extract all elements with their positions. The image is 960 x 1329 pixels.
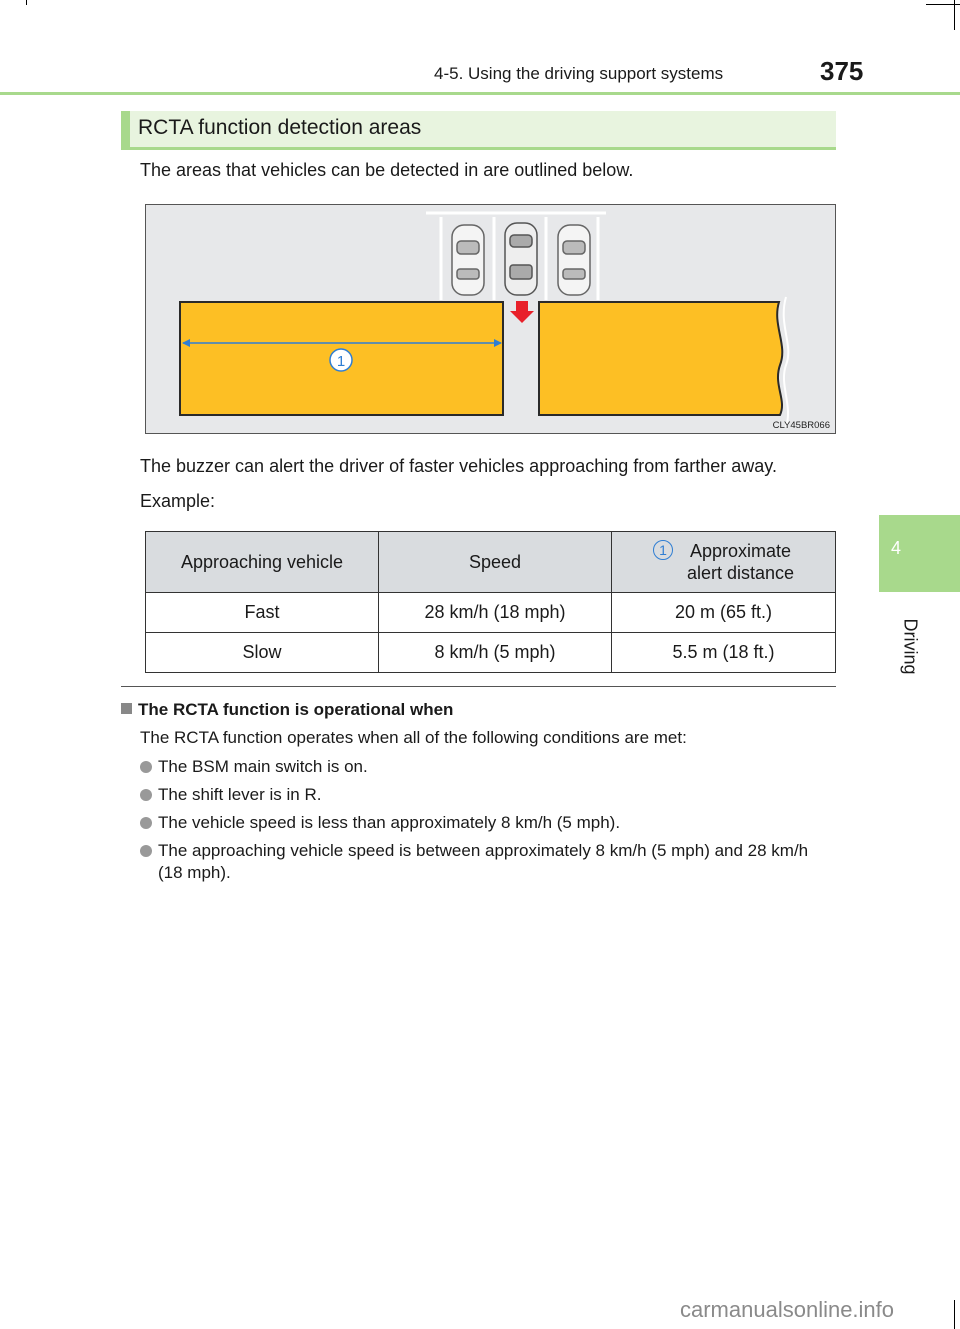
header-rule — [0, 92, 960, 95]
square-bullet-icon — [121, 703, 132, 714]
conditions-heading — [121, 700, 453, 720]
section-title: RCTA function detection areas — [138, 116, 422, 139]
table-cell: Slow — [146, 633, 379, 673]
detection-area-figure — [145, 204, 836, 434]
alert-distance-table — [145, 531, 836, 673]
conditions-intro: The RCTA function operates when all of the following conditions are met: — [140, 728, 687, 747]
detection-area-illustration — [146, 205, 835, 433]
list-item — [140, 812, 837, 834]
parked-car-left — [452, 225, 484, 295]
bullet-dot-icon — [140, 789, 152, 801]
list-item — [140, 840, 837, 884]
crop-mark — [954, 0, 955, 30]
table-header-speed: Speed — [379, 532, 612, 593]
conditions-heading-text: The RCTA function is operational when — [138, 700, 454, 719]
running-header: 4-5. Using the driving support systems — [434, 64, 724, 83]
chapter-tab-label: Driving — [900, 618, 921, 675]
figure-code: CLY45BR066 — [772, 420, 830, 431]
table-cell: 5.5 m (18 ft.) — [612, 633, 836, 673]
table-header-distance-line1: Approximate — [689, 541, 792, 561]
chapter-tab-number: 4 — [891, 538, 902, 558]
table-header-distance — [612, 532, 836, 593]
bullet-dot-icon — [140, 761, 152, 773]
table-row — [146, 633, 836, 673]
right-detection-zone — [539, 302, 782, 415]
list-item-text: The vehicle speed is less than approximately 8 km/h (5 mph). — [158, 813, 621, 832]
table-header-distance-line2: alert distance — [686, 563, 795, 583]
list-item — [140, 756, 837, 778]
table-header-row — [146, 532, 836, 593]
parked-car-right — [558, 225, 590, 295]
watermark: carmanualsonline.info — [680, 1297, 895, 1322]
page-number: 375 — [820, 56, 864, 86]
table-cell: 28 km/h (18 mph) — [379, 593, 612, 633]
table-header-vehicle: Approaching vehicle — [146, 532, 379, 593]
table-cell: 8 km/h (5 mph) — [379, 633, 612, 673]
table-cell: 20 m (65 ft.) — [612, 593, 836, 633]
list-item-text: The BSM main switch is on. — [158, 757, 368, 776]
section-title-bar — [121, 111, 836, 150]
intro-paragraph: The areas that vehicles can be detected in are outlined below. — [140, 160, 634, 180]
section-title-accent — [121, 111, 130, 147]
bullet-dot-icon — [140, 845, 152, 857]
table-row — [146, 593, 836, 633]
buzzer-paragraph: The buzzer can alert the driver of faster vehicles approaching from farther away. — [140, 456, 777, 476]
list-item-text: The approaching vehicle speed is between approximately 8 km/h (5 mph) and 28 km/h (18 mph). — [158, 841, 809, 882]
bullet-dot-icon — [140, 817, 152, 829]
callout-number: 1 — [336, 353, 346, 370]
reverse-direction-arrow — [510, 301, 534, 323]
reversing-car — [505, 223, 537, 295]
crop-mark — [954, 1300, 955, 1329]
table-callout: 1 — [653, 540, 673, 560]
list-item-text: The shift lever is in R. — [158, 785, 322, 804]
list-item — [140, 784, 837, 806]
table-cell: Fast — [146, 593, 379, 633]
section-divider — [121, 686, 836, 687]
crop-mark — [26, 0, 27, 5]
example-label: Example: — [140, 491, 216, 511]
